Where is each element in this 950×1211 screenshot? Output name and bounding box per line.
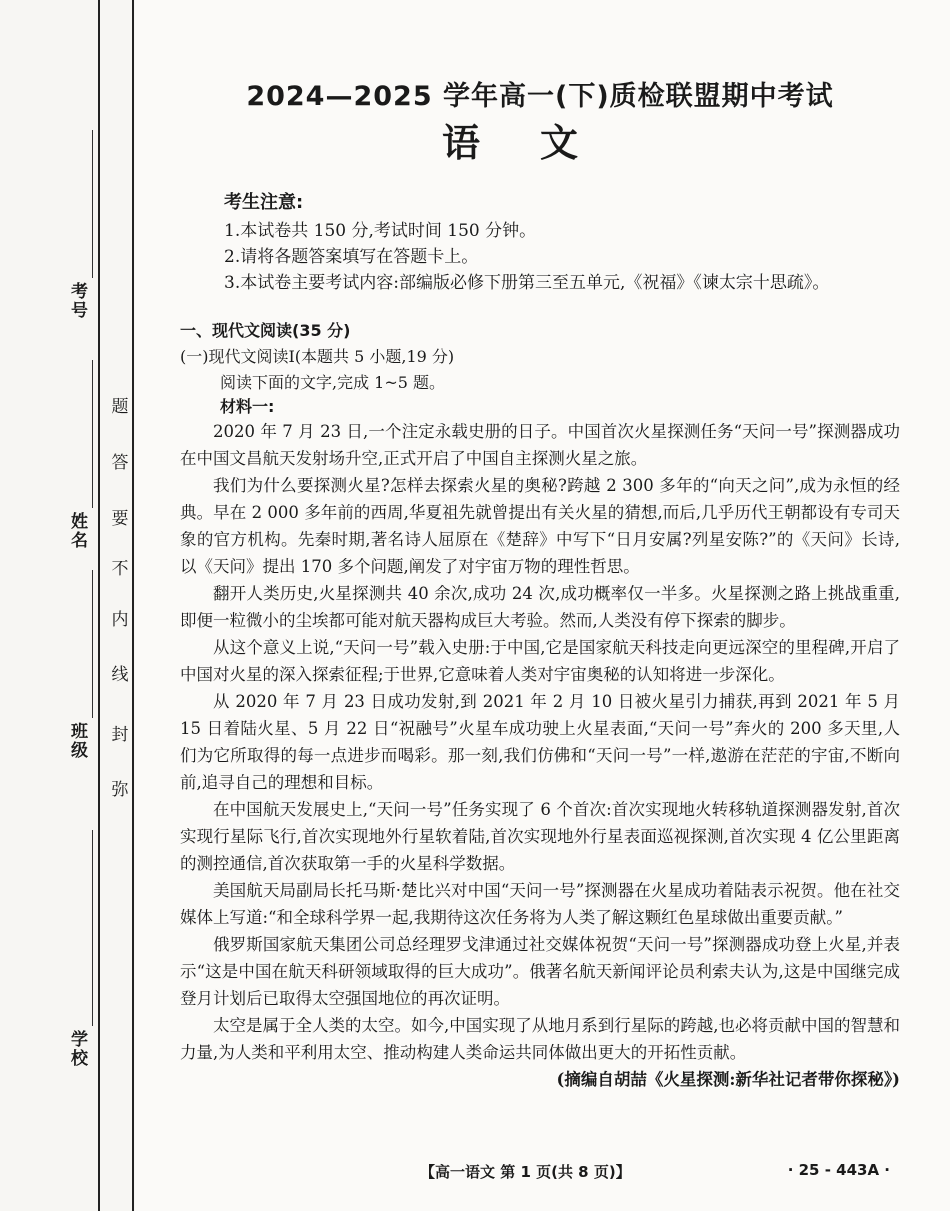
binding-margin bbox=[0, 0, 135, 1211]
school-label: 学校 bbox=[67, 1030, 87, 1068]
name-label: 姓名 bbox=[67, 512, 87, 550]
paragraph: 在中国航天发展史上,“天问一号”任务实现了 6 个首次:首次实现地火转移轨道探测器发射,首次实现行星际飞行,首次实现地外行星软着陆,首次实现地外行星表面巡视探测,首次实现 4 亿公里距离的测控通信,首次获取第一手的火星科学数据。 bbox=[180, 800, 900, 873]
paragraph: 我们为什么要探测火星?怎样去探索火星的奥秘?跨越 2 300 多年的“向天之问”,成为永恒的经典。早在 2 000 多年前的西周,华夏祖先就曾提出有关火星的猜想,而后,几乎历代王朝都设有专司天象的官方机构。先秦时期,著名诗人屈原在《楚辞》中写下“日月安属?列星安陈?”的《天问》长诗,以《天问》提出 170 多个问题,阐发了对宇宙万物的理性哲思。 bbox=[180, 476, 900, 576]
paragraph: 太空是属于全人类的太空。如今,中国实现了从地月系到行星际的跨越,也必将贡献中国的智慧和力量,为人类和平利用太空、推动构建人类命运共同体做出更大的开拓性贡献。 bbox=[180, 1016, 900, 1062]
reading-instruction: 阅读下面的文字,完成 1~5 题。 bbox=[220, 373, 446, 392]
section-heading: 一、现代文阅读(35 分) bbox=[180, 321, 351, 340]
candidate-notice bbox=[224, 188, 884, 296]
binding-line-outer bbox=[132, 0, 134, 1211]
page-number: 【高一语文 第 1 页(共 8 页)】 bbox=[420, 1163, 631, 1181]
seal-char: 题 bbox=[111, 397, 129, 417]
name-line bbox=[92, 360, 94, 508]
seal-char: 弥 bbox=[111, 780, 129, 800]
paragraph: 俄罗斯国家航天集团公司总经理罗戈津通过社交媒体祝贺“天问一号”探测器成功登上火星,并表示“这是中国在航天科研领域取得的巨大成功”。俄著名航天新闻评论员利索夫认为,这是中国继完成登月计划后已取得太空强国地位的再次证明。 bbox=[180, 935, 900, 1008]
exam-number-line bbox=[92, 130, 94, 278]
seal-char: 不 bbox=[111, 559, 129, 579]
seal-char: 内 bbox=[111, 610, 129, 630]
class-line bbox=[92, 570, 94, 718]
material-label: 材料一: bbox=[220, 397, 275, 416]
subsection-heading: (一)现代文阅读Ⅰ(本题共 5 小题,19 分) bbox=[180, 347, 455, 366]
exam-number-label: 考号 bbox=[67, 282, 87, 320]
binding-line-inner bbox=[98, 0, 100, 1211]
seal-char: 答 bbox=[111, 453, 129, 473]
seal-char: 线 bbox=[111, 665, 129, 685]
notice-item: 3.本试卷主要考试内容:部编版必修下册第三至五单元,《祝福》《谏太宗十思疏》。 bbox=[224, 273, 830, 293]
class-label: 班级 bbox=[67, 722, 87, 760]
notice-item: 1.本试卷共 150 分,考试时间 150 分钟。 bbox=[224, 221, 537, 241]
paragraph: 从这个意义上说,“天问一号”载入史册:于中国,它是国家航天科技走向更远深空的里程碑,开启了中国对火星的深入探索征程;于世界,它意味着人类对宇宙奥秘的认知将进一步深化。 bbox=[180, 638, 900, 684]
exam-code: · 25 - 443A · bbox=[787, 1161, 890, 1179]
subject-title: 语文 bbox=[441, 121, 638, 165]
paragraph: 翻开人类历史,火星探测共 40 余次,成功 24 次,成功概率仅一半多。火星探测之路上挑战重重,即便一粒微小的尘埃都可能对航天器构成巨大考验。然而,人类没有停下探索的脚步。 bbox=[180, 584, 900, 630]
exam-title: 2024—2025 学年高一(下)质检联盟期中考试 bbox=[246, 81, 834, 112]
paragraph: 美国航天局副局长托马斯·楚比兴对中国“天问一号”探测器在火星成功着陆表示祝贺。他在社交媒体上写道:“和全球科学界一起,我期待这次任务将为人类了解这颗红色星球做出重要贡献。” bbox=[180, 881, 900, 927]
notice-item: 2.请将各题答案填写在答题卡上。 bbox=[224, 247, 479, 267]
paragraph: 2020 年 7 月 23 日,一个注定永载史册的日子。中国首次火星探测任务“天问一号”探测器成功在中国文昌航天发射场升空,正式开启了中国自主探测火星之旅。 bbox=[180, 422, 900, 468]
school-line bbox=[92, 830, 94, 1026]
source-citation: (摘编自胡喆《火星探测:新华社记者带你探秘》) bbox=[556, 1070, 900, 1089]
seal-char: 要 bbox=[111, 509, 129, 529]
paragraph: 从 2020 年 7 月 23 日成功发射,到 2021 年 2 月 10 日被火星引力捕获,再到 2021 年 5 月 15 日着陆火星、5 月 22 日“祝融号”火星车成功驶上火星表面,“天问一号”奔火的 200 多天里,人们为它所取得的每一点进步而喝彩。那一刻,我们仿佛和“天问一号”一样,遨游在茫茫的宇宙,不断向前,追寻自己的理想和目标。 bbox=[180, 692, 900, 792]
seal-char: 封 bbox=[111, 725, 129, 745]
notice-heading: 考生注意: bbox=[224, 192, 304, 213]
passage bbox=[180, 418, 900, 1093]
